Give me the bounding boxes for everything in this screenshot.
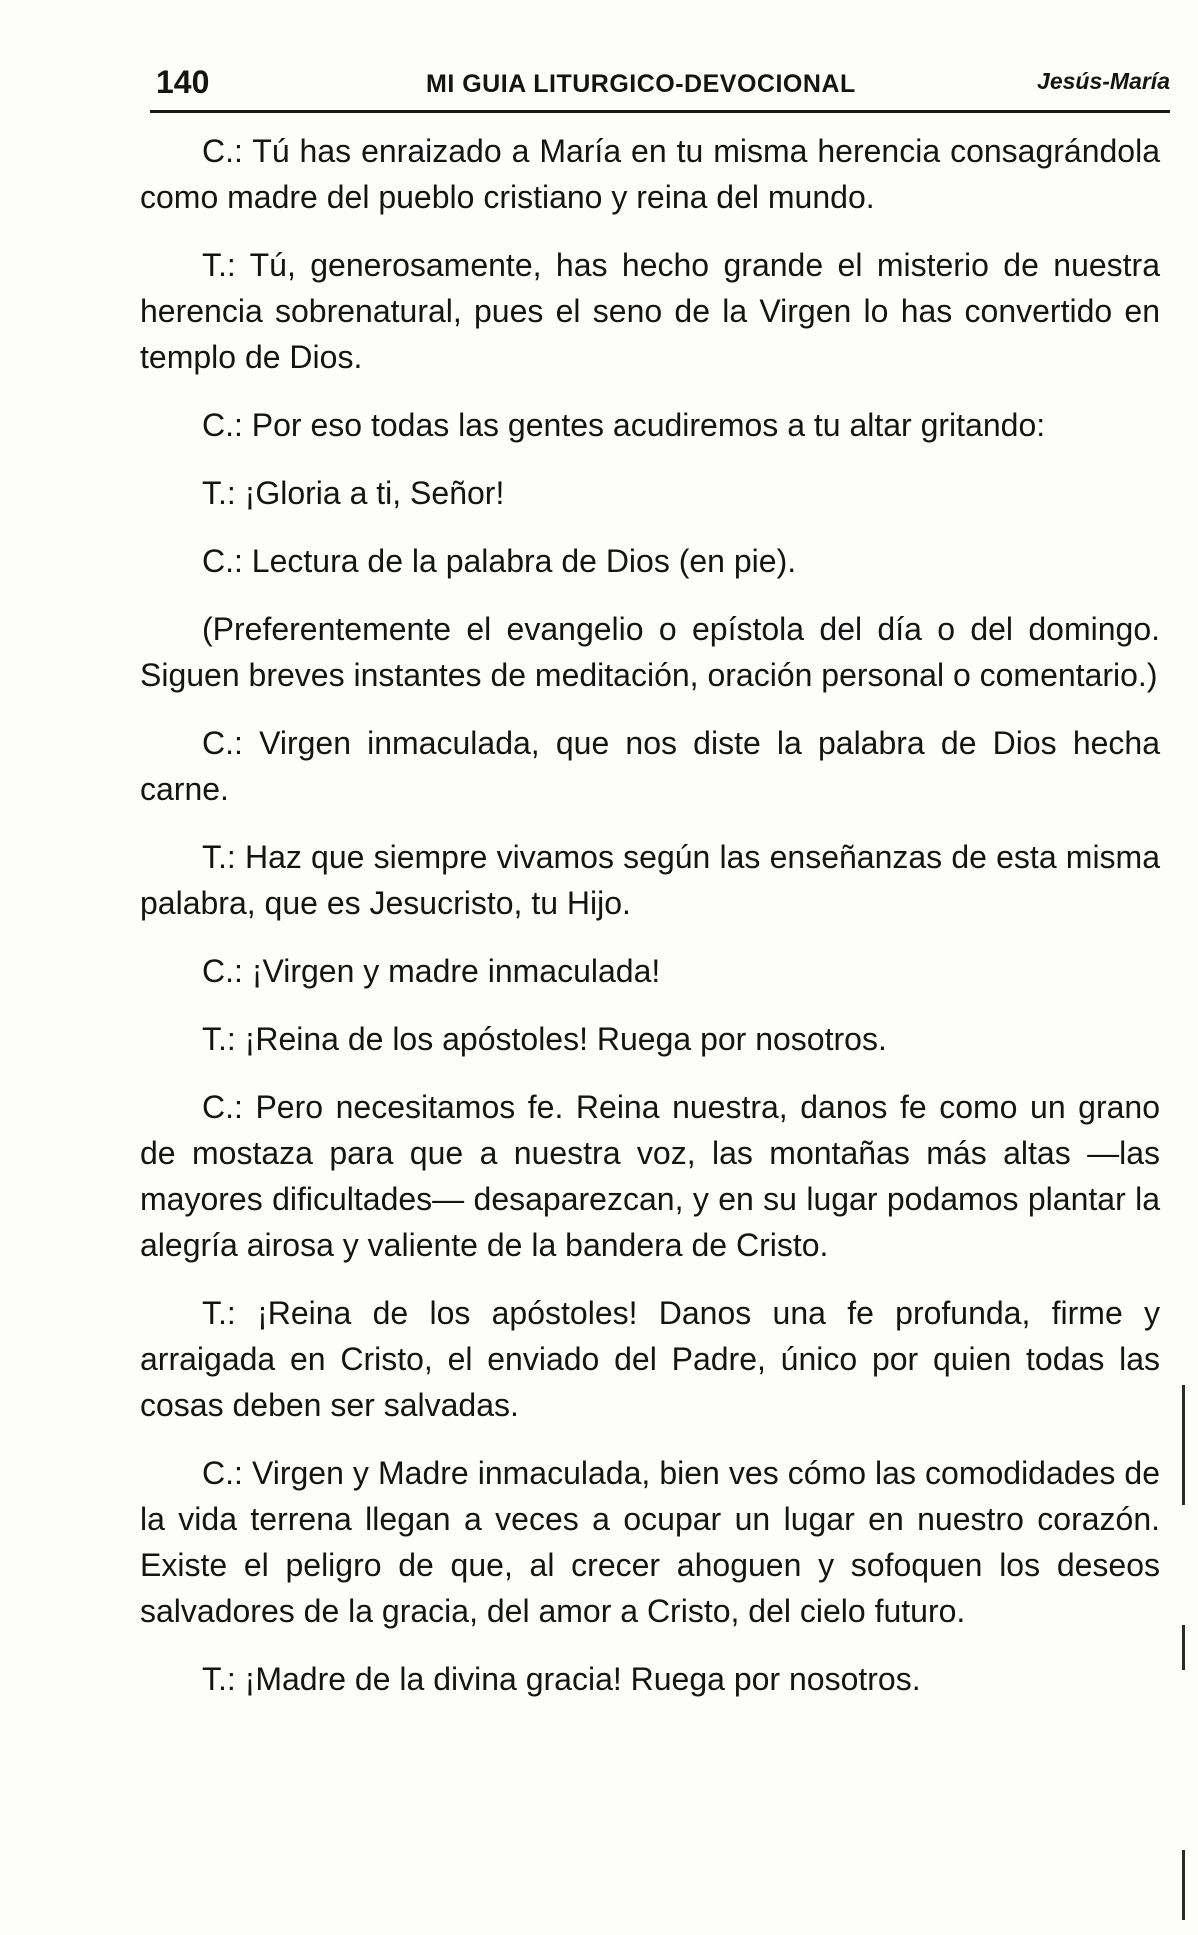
- running-author: Jesús-María: [1037, 68, 1170, 94]
- paragraph-text: Lectura de la palabra de Dios (en pie).: [251, 543, 797, 579]
- paragraph: [140, 402, 1160, 448]
- speaker-label: T.:: [202, 839, 236, 875]
- page-number: 140: [156, 64, 210, 100]
- paragraph: [140, 1290, 1160, 1428]
- speaker-label: C.:: [202, 407, 243, 443]
- paragraph: [140, 128, 1160, 220]
- running-header: [150, 58, 1170, 113]
- paragraph-text: Por eso todas las gentes acudiremos a tu altar gritando:: [251, 407, 1046, 443]
- page-body: [140, 128, 1160, 1724]
- paragraph-text: Haz que siempre vivamos según las enseñanzas de esta misma palabra, que es Jesucristo, tu Hijo.: [140, 839, 1161, 921]
- paragraph: [140, 1656, 1160, 1702]
- paragraph: [140, 470, 1160, 516]
- paragraph-text: Tú, generosamente, has hecho grande el misterio de nuestra herencia sobrenatural, pues el seno de la Virgen lo has convertido en templo de Dios.: [140, 247, 1161, 375]
- paragraph-text: ¡Gloria a ti, Señor!: [244, 475, 505, 511]
- paragraph-text: ¡Reina de los apóstoles! Danos una fe profunda, firme y arraigada en Cristo, el enviado del Padre, único por quien todas las cosas deben ser salvadas.: [140, 1295, 1161, 1423]
- speaker-label: C.:: [202, 1455, 243, 1491]
- paragraph: [140, 1084, 1160, 1268]
- paragraph: [140, 538, 1160, 584]
- speaker-label: C.:: [202, 543, 243, 579]
- paragraph: [140, 1450, 1160, 1634]
- speaker-label: C.:: [202, 1089, 243, 1125]
- paragraph-text: ¡Reina de los apóstoles! Ruega por nosotros.: [244, 1021, 887, 1057]
- scan-edge-mark: [1182, 1625, 1185, 1670]
- paragraph: [140, 242, 1160, 380]
- speaker-label: C.:: [202, 133, 243, 169]
- paragraph: [140, 948, 1160, 994]
- paragraph-text: Pero necesitamos fe. Reina nuestra, danos fe como un grano de mostaza para que a nuestra voz, las montañas más altas —las mayores dificultades— desaparezcan, y en su lugar podamos plantar la alegría airosa y valiente de la bandera de Cristo.: [140, 1089, 1161, 1263]
- running-title: MI GUIA LITURGICO-DEVOCIONAL: [426, 70, 856, 98]
- speaker-label: C.:: [202, 725, 243, 761]
- paragraph-text: ¡Madre de la divina gracia! Ruega por nosotros.: [244, 1661, 921, 1697]
- rubric-paragraph: [140, 606, 1160, 698]
- speaker-label: T.:: [202, 247, 236, 283]
- speaker-label: T.:: [202, 1021, 236, 1057]
- speaker-label: C.:: [202, 953, 243, 989]
- paragraph-text: Tú has enraizado a María en tu misma herencia consagrándola como madre del pueblo cristiano y reina del mundo.: [140, 133, 1161, 215]
- paragraph-text: (Preferentemente el evangelio o epístola del día o del domingo. Siguen breves instantes de meditación, oración personal o comentario.): [140, 611, 1160, 693]
- paragraph-text: Virgen y Madre inmaculada, bien ves cómo las comodidades de la vida terrena llegan a veces a ocupar un lugar en nuestro corazón. Existe el peligro de que, al crecer ahoguen y sofoquen los deseos salvadores de la gracia, del amor a Cristo, del cielo futuro.: [140, 1455, 1161, 1629]
- scan-edge-mark: [1182, 1850, 1185, 1920]
- paragraph: [140, 720, 1160, 812]
- paragraph-text: Virgen inmaculada, que nos diste la palabra de Dios hecha carne.: [140, 725, 1161, 807]
- paragraph: [140, 834, 1160, 926]
- speaker-label: T.:: [202, 475, 236, 511]
- speaker-label: T.:: [202, 1661, 236, 1697]
- paragraph-text: ¡Virgen y madre inmaculada!: [251, 953, 661, 989]
- scan-edge-mark: [1182, 1385, 1185, 1505]
- speaker-label: T.:: [202, 1295, 236, 1331]
- paragraph: [140, 1016, 1160, 1062]
